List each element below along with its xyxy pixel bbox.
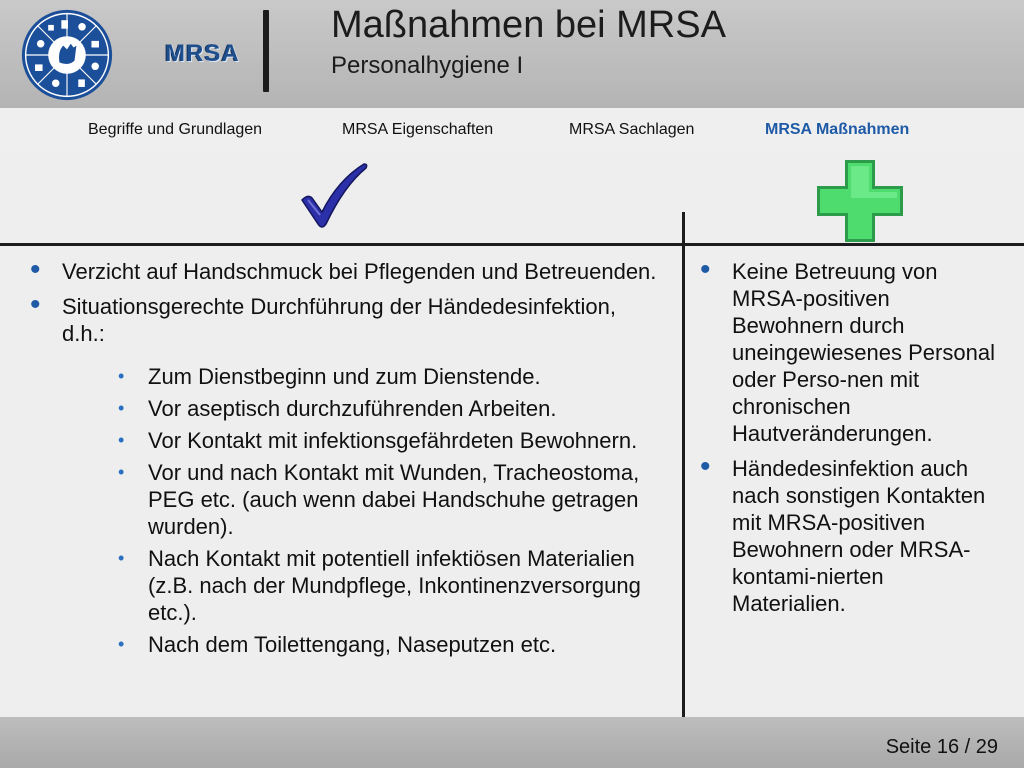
table-header-divider — [0, 243, 1024, 246]
page-title: Maßnahmen bei MRSA — [331, 4, 726, 46]
care-services-logo-icon — [20, 8, 114, 102]
sub-list-item: • Vor Kontakt mit infektionsgefährdeten Bewohnern. — [118, 428, 638, 453]
page-indicator: Seite 16 / 29 — [885, 736, 998, 758]
sub-bullet-list — [62, 363, 660, 658]
left-bullet-list — [30, 253, 660, 658]
green-cross-icon — [815, 158, 905, 244]
sub-bullet-icon: • — [118, 548, 125, 568]
sub-bullet-icon: • — [118, 634, 125, 654]
page-subtitle: Personalhygiene I — [331, 52, 524, 79]
nav-item-eigenschaften[interactable]: MRSA Eigenschaften — [342, 121, 494, 138]
sub-bullet-icon: • — [118, 398, 125, 418]
header-divider — [263, 10, 269, 92]
list-item: • Verzicht auf Handschmuck bei Pflegenden und Betreuenden. — [30, 253, 657, 286]
bullet-icon: • — [700, 253, 711, 286]
sub-list-item: • Nach dem Toilettengang, Naseputzen etc. — [118, 632, 557, 657]
right-column — [700, 253, 1000, 625]
header-bar — [0, 0, 1024, 108]
sub-list-item: • Zum Dienstbeginn und zum Dienstende. — [118, 364, 541, 389]
nav-item-begriffe[interactable]: Begriffe und Grundlagen — [88, 121, 263, 138]
sub-list-item: • Vor aseptisch durchzuführenden Arbeiten. — [118, 396, 557, 421]
left-column — [30, 253, 660, 666]
list-item: • Händedesinfektion auch nach sonstigen Kontakten mit MRSA-positiven Bewohnern oder MRSA-kontami-nierten Materialien. — [700, 450, 986, 616]
section-nav — [0, 108, 1024, 152]
list-item: • Situationsgerechte Durchführung der Händedesinfektion, d.h.: • Zum Dienstbeginn und zum Dienstende. • Vor aseptisch durchzuführenden Arbeiten. • Vor Kontakt mit infektionsgefährdeten Bewohnern. • Vor und nach Kontakt mit Wunden, Tracheostoma, PEG etc. (auch wenn dabei Handschuhe getragen wurden). • Nach Kontakt mit potentiell infektiösen Materialien (z.B. nach der Mundpflege, Inkontinenzversorgung etc.). • Nach dem Toilettengang, Naseputzen etc. — [30, 293, 660, 658]
list-item: • Keine Betreuung von MRSA-positiven Bewohnern durch uneingewiesenes Personal oder Perso-nen mit chronischen Hautveränderungen. — [700, 253, 995, 446]
bullet-icon: • — [30, 253, 41, 286]
right-bullet-list — [700, 253, 1000, 617]
nav-item-sachlagen[interactable]: MRSA Sachlagen — [569, 121, 695, 138]
sub-list-item: • Nach Kontakt mit potentiell infektiösen Materialien (z.B. nach der Mundpflege, Inkontinenzversorgung etc.). — [118, 546, 641, 625]
bullet-icon: • — [700, 450, 711, 483]
sub-bullet-icon: • — [118, 430, 125, 450]
nav-item-massnahmen[interactable]: MRSA Maßnahmen — [765, 121, 910, 138]
checkmark-icon — [298, 160, 370, 232]
footer-bar — [0, 717, 1024, 768]
sub-list-item: • Vor und nach Kontakt mit Wunden, Tracheostoma, PEG etc. (auch wenn dabei Handschuhe getragen wurden). — [118, 460, 640, 539]
sub-bullet-icon: • — [118, 366, 125, 386]
brand-label: MRSA — [165, 40, 240, 67]
column-divider — [682, 212, 685, 717]
bullet-icon: • — [30, 288, 41, 321]
sub-bullet-icon: • — [118, 462, 125, 482]
